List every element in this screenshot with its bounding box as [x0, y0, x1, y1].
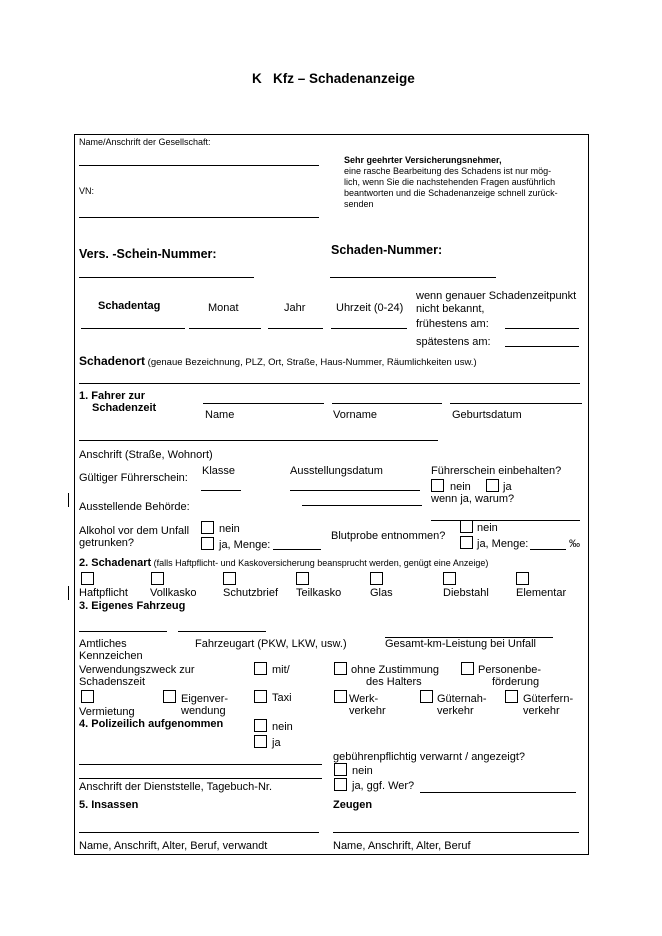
- gueternahverkehr-checkbox[interactable]: [420, 690, 433, 703]
- ohne-zustimmung-checkbox[interactable]: [334, 662, 347, 675]
- diebstahl-label: Diebstahl: [443, 587, 489, 599]
- anschrift-label: Anschrift (Straße, Wohnort): [79, 449, 213, 461]
- personen-label-1: Personenbe-: [478, 664, 541, 676]
- kennzeichen-label-1: Amtliches: [79, 638, 127, 650]
- blutprobe-nein-label: nein: [477, 522, 498, 534]
- unknown-label-1: wenn genauer Schadenzeitpunkt: [416, 290, 577, 302]
- margin-mark-2: [68, 586, 69, 600]
- warum-label: wenn ja, warum?: [431, 493, 515, 505]
- fahrzeug-heading: 3. Eigenes Fahrzeug: [79, 600, 186, 612]
- zeugen-footer-label: Name, Anschrift, Alter, Beruf: [333, 840, 471, 852]
- vorname-label: Vorname: [333, 409, 378, 421]
- schutzbrief-checkbox[interactable]: [223, 572, 236, 585]
- einbehalten-label: Führerschein einbehalten?: [431, 465, 562, 477]
- polizei-nein-label: nein: [272, 721, 293, 733]
- warum-line[interactable]: [431, 520, 580, 521]
- fruehestens-line[interactable]: [505, 328, 579, 329]
- ausstellungsdatum-label: Ausstellungsdatum: [290, 465, 383, 477]
- guterfern-label-2: verkehr: [523, 705, 560, 717]
- dienststelle-line-1[interactable]: [79, 764, 322, 765]
- alkohol-ja-menge-label: ja, Menge:: [219, 539, 271, 551]
- zeugen-heading: Zeugen: [333, 799, 373, 811]
- mit-checkbox[interactable]: [254, 662, 267, 675]
- gesellschaft-line[interactable]: [79, 165, 319, 166]
- schadenort-label-row: [79, 354, 477, 368]
- behoerde-line[interactable]: [302, 505, 422, 506]
- polizei-heading: 4. Polizeilich aufgenommen: [79, 718, 224, 730]
- schadenart-heading: 2. Schadenart: [79, 557, 152, 569]
- verwarnt-nein-label: nein: [352, 765, 373, 777]
- notice-title: Sehr geehrter Versicherungsnehmer,: [344, 155, 502, 165]
- alkohol-nein-label: nein: [219, 523, 240, 535]
- fahrer-heading-1: 1. Fahrer zur: [79, 390, 146, 402]
- vermietung-label: Vermietung: [79, 706, 135, 718]
- glas-checkbox[interactable]: [370, 572, 383, 585]
- schadenort-line[interactable]: [79, 383, 580, 384]
- blutprobe-menge-line[interactable]: [530, 549, 566, 550]
- fuehrerschein-label: Gültiger Führerschein:: [79, 472, 188, 484]
- alkohol-ja-checkbox[interactable]: [201, 537, 214, 550]
- zeugen-line[interactable]: [333, 832, 579, 833]
- kennzeichen-line[interactable]: [79, 631, 167, 632]
- haftpflicht-label: Haftpflicht: [79, 587, 128, 599]
- elementar-checkbox[interactable]: [516, 572, 529, 585]
- jahr-line[interactable]: [268, 328, 323, 329]
- vollkasko-checkbox[interactable]: [151, 572, 164, 585]
- insassen-footer-label: Name, Anschrift, Alter, Beruf, verwandt: [79, 840, 268, 852]
- uhrzeit-line[interactable]: [331, 328, 407, 329]
- kennzeichen-label-2: Kennzeichen: [79, 650, 143, 662]
- fruehestens-label: frühestens am:: [416, 318, 489, 330]
- taxi-checkbox[interactable]: [254, 690, 267, 703]
- spaetestens-line[interactable]: [505, 346, 579, 347]
- notice-line-1: eine rasche Bearbeitung des Schadens ist nur mög-: [344, 166, 552, 176]
- werk-label-2: verkehr: [349, 705, 386, 717]
- verwarnt-ja-checkbox[interactable]: [334, 778, 347, 791]
- eigen-label-1: Eigenver-: [181, 693, 229, 705]
- verwarnt-label: gebührenpflichtig verwarnt / angezeigt?: [333, 751, 526, 763]
- schadentag-label: Schadentag: [98, 300, 161, 312]
- alkohol-label-2: getrunken?: [79, 537, 135, 549]
- polizei-ja-checkbox[interactable]: [254, 735, 267, 748]
- haftpflicht-checkbox[interactable]: [81, 572, 94, 585]
- anschrift-line[interactable]: [79, 440, 438, 441]
- personen-label-2: förderung: [492, 676, 540, 688]
- fahrzeugart-line[interactable]: [178, 631, 266, 632]
- page-title: K Kfz – Schadenanzeige: [252, 71, 415, 86]
- name-line[interactable]: [203, 403, 324, 404]
- spaetestens-label: spätestens am:: [416, 336, 491, 348]
- schadenort-label: Schadenort: [79, 354, 146, 368]
- notice-line-3: beantworten und die Schadenanzeige schnell zurück-: [344, 188, 558, 198]
- einbehalten-nein-label: nein: [450, 481, 471, 493]
- klasse-line[interactable]: [201, 490, 241, 491]
- personenbefoerderung-checkbox[interactable]: [461, 662, 474, 675]
- uhrzeit-label: Uhrzeit (0-24): [336, 302, 404, 314]
- blutprobe-nein-checkbox[interactable]: [460, 520, 473, 533]
- dienststelle-line-2[interactable]: [79, 778, 322, 779]
- vollkasko-label: Vollkasko: [150, 587, 197, 599]
- guternah-label-2: verkehr: [437, 705, 474, 717]
- verwarnt-wer-line[interactable]: [420, 792, 576, 793]
- werkverkehr-checkbox[interactable]: [334, 690, 347, 703]
- vers-schein-label: Vers. -Schein-Nummer:: [79, 247, 217, 261]
- geburtsdatum-label: Geburtsdatum: [452, 409, 522, 421]
- guterfern-label-1: Güterfern-: [523, 693, 574, 705]
- schadenort-detail: (genaue Bezeichnung, PLZ, Ort, Straße, Haus-Nummer, Räumlichkeiten usw.): [145, 357, 477, 368]
- taxi-label: Taxi: [272, 692, 292, 704]
- insassen-heading: 5. Insassen: [79, 799, 139, 811]
- dienststelle-label: Anschrift der Dienststelle, Tagebuch-Nr.: [79, 781, 272, 793]
- mit-label: mit/: [272, 664, 290, 676]
- verwendung-label-1: Verwendungszweck zur: [79, 664, 195, 676]
- verwendung-label-2: Schadenszeit: [79, 676, 146, 688]
- gesellschaft-label: Name/Anschrift der Gesellschaft:: [79, 137, 211, 147]
- jahr-label: Jahr: [284, 302, 306, 314]
- einbehalten-ja-label: ja: [503, 481, 512, 493]
- polizei-nein-checkbox[interactable]: [254, 719, 267, 732]
- ausstellungsdatum-line[interactable]: [290, 490, 420, 491]
- blutprobe-label: Blutprobe entnommen?: [331, 530, 446, 542]
- schadenart-note: (falls Haftpflicht- und Kaskoversicherung beansprucht werden, genügt eine Anzeige): [151, 558, 489, 568]
- vorname-line[interactable]: [332, 403, 442, 404]
- guternah-label-1: Güternah-: [437, 693, 487, 705]
- monat-line[interactable]: [189, 328, 261, 329]
- schadenart-heading-row: [79, 553, 488, 571]
- notice-line-2: lich, wenn Sie die nachstehenden Fragen ausführlich: [344, 177, 556, 187]
- ohne-zustimmung-label-1: ohne Zustimmung: [351, 664, 440, 676]
- vn-line[interactable]: [79, 217, 319, 218]
- schutzbrief-label: Schutzbrief: [223, 587, 279, 599]
- vermietung-checkbox[interactable]: [81, 690, 94, 703]
- diebstahl-checkbox[interactable]: [443, 572, 456, 585]
- ohne-zustimmung-label-2: des Halters: [366, 676, 422, 688]
- insassen-line[interactable]: [79, 832, 319, 833]
- km-leistung-label: Gesamt-km-Leistung bei Unfall: [385, 638, 537, 650]
- gueterfernverkehr-checkbox[interactable]: [505, 690, 518, 703]
- blutprobe-ja-menge-label: ja, Menge:: [477, 538, 529, 550]
- verwarnt-nein-checkbox[interactable]: [334, 763, 347, 776]
- klasse-label: Klasse: [202, 465, 236, 477]
- fahrer-heading-2: Schadenzeit: [92, 402, 157, 414]
- polizei-ja-label: ja: [272, 737, 281, 749]
- unknown-label-2: nicht bekannt,: [416, 303, 485, 315]
- eigenverwendung-checkbox[interactable]: [163, 690, 176, 703]
- teilkasko-label: Teilkasko: [296, 587, 342, 599]
- einbehalten-nein-checkbox[interactable]: [431, 479, 444, 492]
- alkohol-nein-checkbox[interactable]: [201, 521, 214, 534]
- fahrzeugart-label: Fahrzeugart (PKW, LKW, usw.): [195, 638, 347, 650]
- blutprobe-ja-checkbox[interactable]: [460, 536, 473, 549]
- teilkasko-checkbox[interactable]: [296, 572, 309, 585]
- vers-schein-line[interactable]: [79, 277, 254, 278]
- verwarnt-ja-wer-label: ja, ggf. Wer?: [352, 780, 415, 792]
- alkohol-label-1: Alkohol vor dem Unfall: [79, 525, 190, 537]
- glas-label: Glas: [370, 587, 393, 599]
- monat-label: Monat: [208, 302, 239, 314]
- name-label: Name: [205, 409, 235, 421]
- elementar-label: Elementar: [516, 587, 567, 599]
- schadentag-line[interactable]: [81, 328, 185, 329]
- notice-line-4: senden: [344, 199, 374, 209]
- schaden-nummer-label: Schaden-Nummer:: [331, 243, 443, 257]
- vn-label: VN:: [79, 186, 95, 196]
- margin-mark-1: [68, 493, 69, 507]
- behoerde-label: Ausstellende Behörde:: [79, 501, 190, 513]
- geburtsdatum-line[interactable]: [450, 403, 582, 404]
- schaden-nummer-line[interactable]: [330, 277, 496, 278]
- promille-label: ‰: [569, 538, 580, 550]
- werk-label-1: Werk-: [349, 693, 379, 705]
- eigen-label-2: wendung: [181, 705, 226, 717]
- alkohol-menge-line[interactable]: [273, 549, 321, 550]
- einbehalten-ja-checkbox[interactable]: [486, 479, 499, 492]
